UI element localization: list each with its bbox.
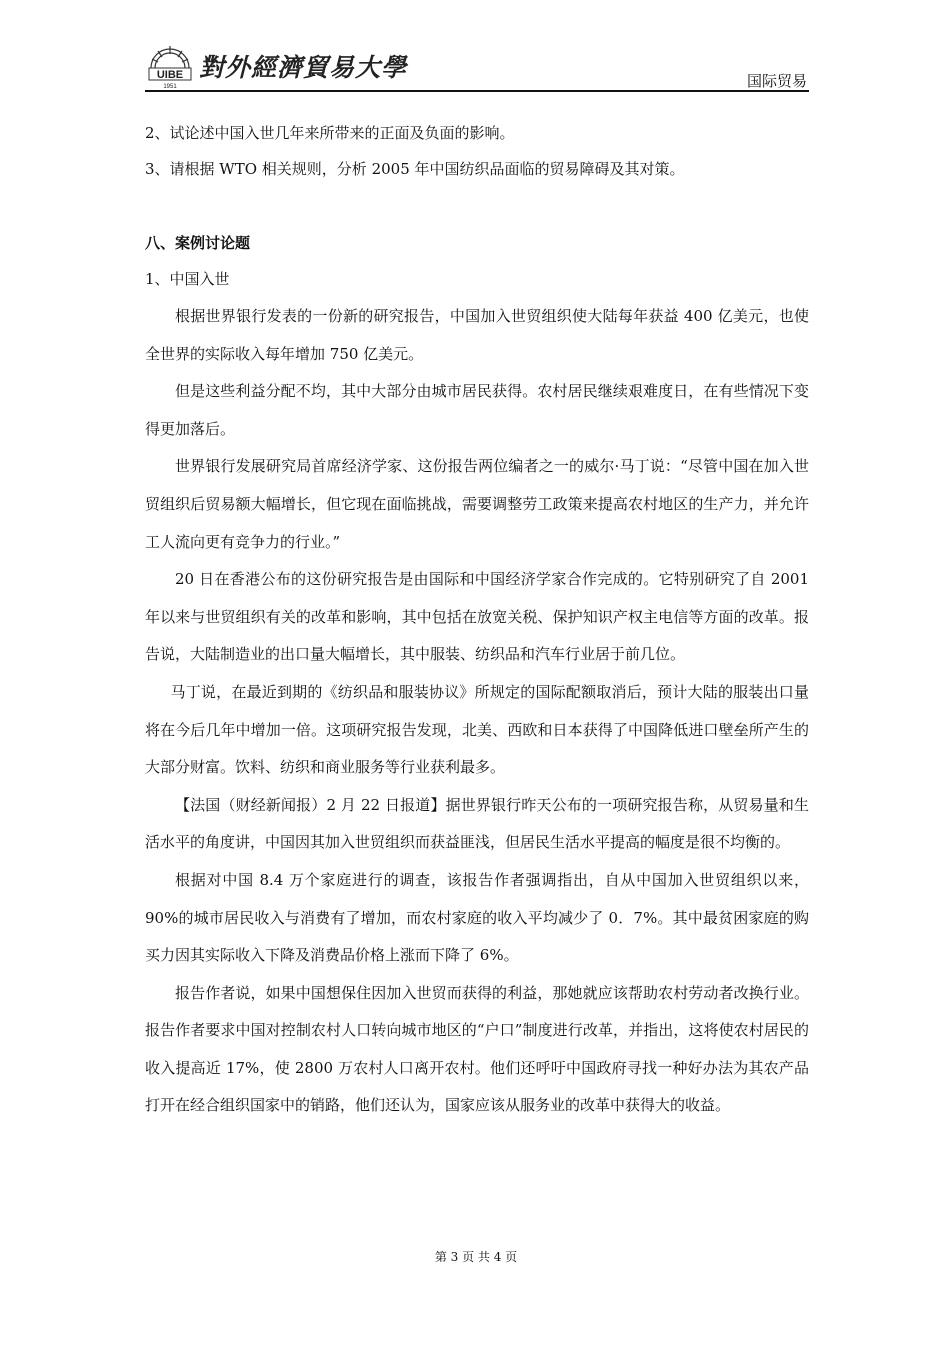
- case-paragraph: 世界银行发展研究局首席经济学家、这份报告两位编者之一的威尔·马丁说：“尽管中国在加入世贸组织后贸易额大幅增长，但它现在面临挑战，需要调整劳工政策来提高农村地区的生产力，并允许工人流向更有竞争力的行业。”: [145, 457, 809, 551]
- case-paragraph: 根据对中国 8.4 万个家庭进行的调查，该报告作者强调指出，自从中国加入世贸组织以来，90%的城市居民收入与消费有了增加，而农村家庭的收入平均减少了 0．7%。其中最贫困家庭的购买力因其实际收入下降及消费品价格上涨而下降了 6%。: [145, 870, 809, 965]
- page-header: [145, 40, 809, 92]
- case-paragraph: 马丁说，在最近到期的《纺织品和服装协议》所规定的国际配额取消后，预计大陆的服装出口量将在今后几年中增加一倍。这项研究报告发现，北美、西欧和日本获得了中国降低进口壁垒所产生的大部分财富。饮料、纺织和商业服务等行业获利最多。: [145, 682, 809, 777]
- question-3: 3、请根据 WTO 相关规则，分析 2005 年中国纺织品面临的贸易障碍及其对策。: [145, 160, 685, 178]
- university-logo: [145, 40, 195, 90]
- case-title: 1、中国入世: [145, 270, 230, 288]
- header-rule: [145, 90, 809, 92]
- case-paragraph: 但是这些利益分配不均，其中大部分由城市居民获得。农村居民继续艰难度日，在有些情况下变得更加落后。: [145, 382, 809, 438]
- course-title: 国际贸易: [746, 72, 807, 90]
- question-2: 2、试论述中国入世几年来所带来的正面及负面的影响。: [145, 124, 515, 142]
- university-name: 對外經濟貿易大學: [199, 53, 408, 82]
- case-paragraph: 20 日在香港公布的这份研究报告是由国际和中国经济学家合作完成的。它特别研究了自 2001 年以来与世贸组织有关的改革和影响，其中包括在放宽关税、保护知识产权主电信等方面的改革。报告说，大陆制造业的出口量大幅增长，其中服装、纺织品和汽车行业居于前几位。: [145, 570, 809, 664]
- spacer: [145, 187, 809, 225]
- case-paragraph: 报告作者说，如果中国想保住因加入世贸而获得的利益，那她就应该帮助农村劳动者改换行业。报告作者要求中国对控制农村人口转向城市地区的“户口”制度进行改革，并指出，这将使农村居民的收入提高近 17%，使 2800 万农村人口离开农村。他们还呼吁中国政府寻找一种好办法为其农产品打开在经合组织国家中的销路，他们还认为，国家应该从服务业的改革中获得大的收益。: [145, 983, 809, 1115]
- logo-year: 1951: [163, 84, 177, 90]
- page-footer: 第 3 页 共 4 页: [434, 1250, 518, 1264]
- case-paragraph: 根据世界银行发表的一份新的研究报告，中国加入世贸组织使大陆每年获益 400 亿美元，也使全世界的实际收入每年增加 750 亿美元。: [145, 307, 809, 363]
- logo-text: UIBE: [156, 69, 184, 81]
- main-content: [145, 115, 809, 1125]
- section-heading: 八、案例讨论题: [145, 234, 251, 252]
- case-paragraph: 【法国（财经新闻报）2 月 22 日报道】据世界银行昨天公布的一项研究报告称，从贸易量和生活水平的角度讲，中国因其加入世贸组织而获益匪浅，但居民生活水平提高的幅度是很不均衡的。: [145, 795, 809, 852]
